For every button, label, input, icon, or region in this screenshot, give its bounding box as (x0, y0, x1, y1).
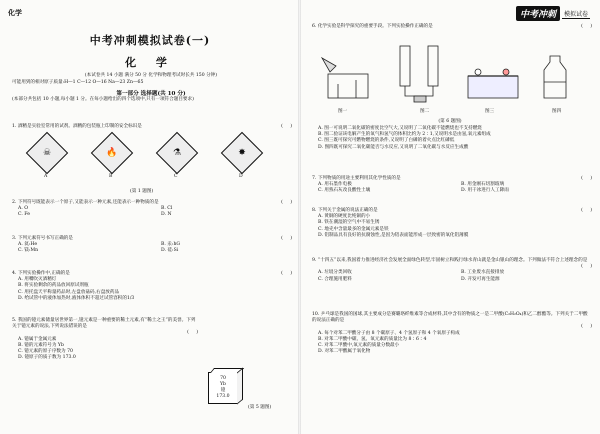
series-label: 模拟试卷 (563, 10, 588, 18)
apparatus-figure (318, 36, 588, 110)
option: A. 用石墨作电极 (318, 182, 352, 188)
element-symbol: Yb (220, 382, 226, 387)
option: A. 垃圾分类回收 (318, 270, 352, 276)
option-label: A (44, 174, 48, 179)
option: D. 硅:Si (161, 248, 179, 254)
figure-caption: (第 1 题图) (130, 189, 154, 194)
option: A. 用嘴吹灭酒精灯 (18, 277, 57, 283)
answer-paren: ( ) (581, 208, 592, 213)
atomic-number: 70 (220, 376, 226, 381)
option: D. 铝制品具有良好的抗腐蚀性,是因为铝表面能形成一层致密的氧化铝薄膜 (318, 232, 469, 238)
element-name: 镱 (220, 388, 226, 393)
answer-paren: ( ) (281, 271, 292, 276)
figure-label: 图四 (552, 109, 562, 114)
question-stem: 3. 下列元素符号书写正确的是 (12, 236, 73, 241)
part1-title: 第一部分 选择题(共 10 分) (116, 91, 186, 97)
relative-atomic-masses: 可能用到的相对原子质量:H—1 C—12 O—16 Na—23 Zn—65 (12, 80, 144, 85)
corrosive-icon: ⚗ (156, 132, 198, 174)
answer-paren: ( ) (281, 236, 292, 241)
exam-subject: 化 学 (125, 56, 175, 69)
part1-instructions: (本部分共包括 10 小题,每小题 1 分。在每小题给出的四个选项中,只有一项符合题目要求) (12, 97, 194, 102)
option: C. 合理施用肥料 (318, 276, 352, 282)
option: A. 镱属于金属元素 (18, 336, 57, 342)
option: A. 氦:He (18, 242, 38, 248)
option: B. 镱的元素符号为 Yb (18, 342, 64, 348)
question-6-options (312, 126, 592, 151)
exam-info: (本试卷共 14 小题 满分 50 分 化学和物理考试时长共 150 分钟) (84, 73, 218, 78)
option: D. 镱原子的质子数为 173.0 (18, 355, 76, 361)
option: C. 用托盘天平称量药品时,左盘放砝码,右盘放药品 (18, 289, 120, 295)
question-2 (12, 200, 292, 219)
option: D. 对苯二甲酸属于氧化物 (318, 349, 371, 355)
question-3 (12, 236, 292, 255)
hazard-symbols (22, 138, 272, 180)
option: C. 镱元素的原子序数为 70 (18, 349, 73, 355)
answer-paren: ( ) (581, 264, 592, 270)
option: D. 图四既可探究二氧化碳能否与水反应,又说明了二氧化碳与水反应生成酸 (318, 144, 469, 150)
atomic-mass: 173.0 (216, 394, 230, 399)
question-5 (12, 318, 198, 361)
question-10 (312, 312, 592, 355)
option: B. 图二验证该电解产生的氧气和氢气的体积比约为 2∶1,又说明水是由氢,氧元素组成 (318, 132, 491, 138)
toxic-icon: ☠ (26, 132, 68, 174)
option: C. 图三既可探究可燃物燃烧的条件,又说明了白磷的着火点比红磷低 (318, 138, 455, 144)
option: C. 地壳中含量最多的金属元素是铁 (318, 226, 389, 232)
figure-label: 图三 (485, 109, 495, 114)
option: D. 用干冰进行人工降雨 (461, 188, 509, 194)
option: B. 用金刚石切割玻璃 (461, 182, 505, 188)
option: A. 黄铜的硬度比纯铜的小 (318, 214, 371, 220)
question-stem: 6. 化学实验是科学探究的重要手段。下列实验操作正确的是 (312, 24, 433, 29)
question-stem: 4. 下列实验操作中,正确的是 (12, 271, 70, 276)
option: A. 每个对苯二甲酸分子由 8 个碳原子、4 个氢原子和 4 个氧原子构成 (318, 330, 460, 336)
question-stem: 8. 下列关于金属的说法正确的是 (312, 208, 378, 213)
option: A. O (18, 206, 29, 212)
right-page (300, 0, 600, 434)
option-label: B (109, 174, 113, 179)
option: B. Cl (161, 206, 173, 212)
question-8 (312, 208, 592, 239)
brand-header (516, 6, 590, 21)
question-7 (312, 176, 592, 195)
brand-logo: 中考冲刺 (516, 6, 560, 21)
option: B. 工业废水直接排放 (461, 270, 505, 276)
answer-paren: ( ) (581, 324, 592, 330)
question-6 (312, 24, 592, 30)
option-label: C (174, 174, 178, 179)
option: D. N (161, 212, 172, 218)
answer-paren: ( ) (281, 200, 292, 205)
question-4 (12, 271, 292, 302)
exam-title: 中考冲刺模拟试卷(一) (89, 34, 211, 47)
question-1 (12, 124, 292, 130)
question-9 (312, 258, 592, 283)
option: B. 将实验剩余的药品放回原试剂瓶 (18, 283, 89, 289)
question-stem: 9. “十四五”以来,我国着力推进经济社会发展全面绿色转型,牢固树立和践行绿水青山就是金山银山的理念。下列做法不符合上述理念的是 (312, 258, 588, 263)
question-stem: 10. 乒乓球是我国的国球,其主要成分是赛璐珞纤维素等合成材料,其中含有的物质之一是二甲酸(C₂H₂O₄)和乙二醇酯等。下列关于二甲酸的说法正确的是 (312, 312, 588, 324)
question-stem: 2. 下列符号既能表示一个原子,又能表示一种元素,还能表示一种物质的是 (12, 200, 159, 205)
question-stem: 7. 下列物质的用途主要利用其化学性质的是 (312, 176, 401, 181)
option: C. Fe (18, 212, 30, 218)
option: B. 对苯二甲酸中碳、氢、氧元素的质量比为 8∶6∶4 (318, 336, 427, 342)
option-label: D (239, 174, 243, 179)
answer-paren: ( ) (581, 176, 592, 181)
flammable-icon: 🔥 (91, 132, 133, 174)
element-tile (208, 372, 238, 404)
question-stem: 5. 我国的镱元素储量居世界第一,镱元素是一种重要的稀土元素,有“稀土之王”的美誉。下列关于镱元素的说法,下列说法错误的是 (12, 318, 196, 330)
question-stem: 1. 酒精是实验室常用的试剂。酒精的包装瓶上印制的安全标识是 (12, 124, 142, 129)
option: D. 给试管中的液体加热时,液体体积不超过试管容积的1/3 (18, 295, 135, 301)
option: B. 汞:hG (161, 242, 181, 248)
figure-caption: (第 5 题图) (248, 405, 272, 410)
figure-label: 图二 (420, 109, 430, 114)
figure-caption: (第 6 题图) (438, 119, 462, 124)
answer-paren: ( ) (581, 24, 592, 29)
answer-paren: ( ) (281, 124, 292, 129)
option: C. 对苯二甲酸中,氧元素的质量分数最小 (318, 343, 400, 349)
option: C. 用熟石灰改良酸性土壤 (318, 188, 371, 194)
figure-label: 图一 (338, 109, 348, 114)
option: C. 镁:Mn (18, 248, 39, 254)
option: A. 图一可说明二氧化碳的密度比空气大,又说明了二氧化碳不能燃烧也不支持燃烧 (318, 126, 482, 131)
option: B. 铁在潮湿的空气中不易生锈 (318, 220, 380, 226)
explosive-icon: ✸ (221, 132, 263, 174)
option: D. 开发可再生能源 (461, 276, 500, 282)
answer-paren: ( ) (187, 330, 198, 336)
subject-tag: 化学 (8, 8, 22, 17)
